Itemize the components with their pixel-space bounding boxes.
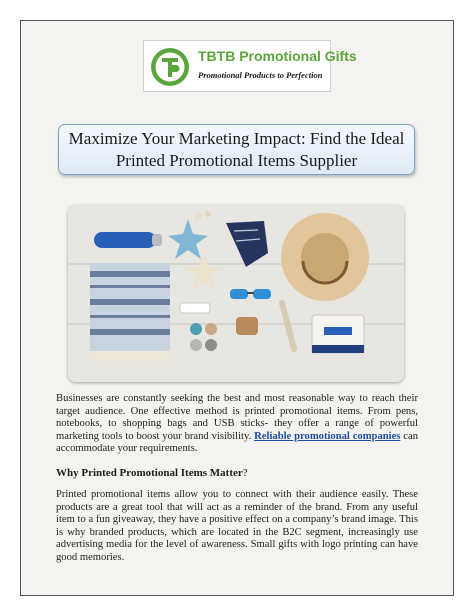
section-heading-text: Why Printed Promotional Items Matter [56, 467, 243, 479]
brand-logo[interactable] [143, 40, 357, 92]
intro-paragraph [56, 393, 418, 456]
title-line-2: Printed Promotional Items Supplier [115, 151, 358, 170]
tbtb-logo-icon [150, 47, 190, 87]
title-line-1: Maximize Your Marketing Impact: Find the Ideal [68, 129, 405, 148]
page-title [58, 124, 415, 175]
section-heading [56, 467, 248, 479]
intro-text: Businesses are constantly seeking the best and most reasonable way to reach their target audience. One effective method is printed promotional items. From pens, notebooks, to shopping bags and USB sticks- they offer a range of powerful marketing tools to boost your brand visibility. [56, 393, 418, 442]
section-heading-suffix: ? [242, 467, 248, 479]
hero-image [68, 205, 404, 382]
section-paragraph: Printed promotional items allow you to connect with their audience easily. These products are a great tool that will act as a reminder of the brand. From any useful item to a fun giveaway, they have a positive effect on a company’s brand image. This is why branded products, which are located in the B2C segment, increasingly use advertising media for the level of awareness. Small gifts with logo printing can have good memories. [56, 489, 418, 563]
brand-name: TBTB Promotional Gifts [198, 48, 357, 64]
intro-text-end: can accommodate your requirements. [56, 430, 418, 455]
promotional-companies-link[interactable]: Reliable promotional companies [254, 430, 401, 442]
promotional-products-photo [68, 205, 404, 382]
brand-tagline: Promotional Products to Perfection [198, 70, 323, 80]
